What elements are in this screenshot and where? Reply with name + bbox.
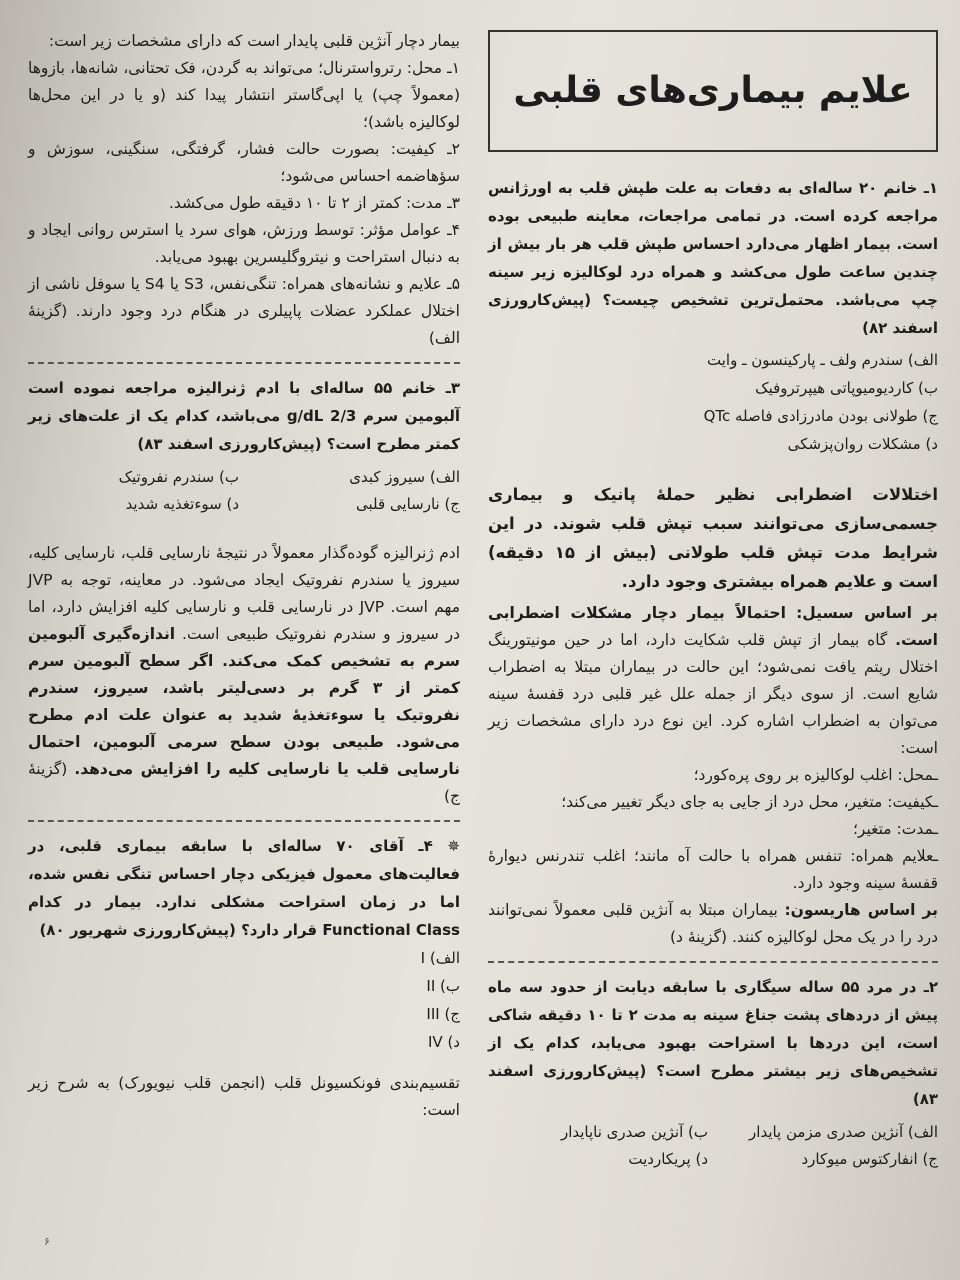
features-list <box>488 762 938 897</box>
option-d: د) مشکلات روان‌پزشکی <box>787 435 938 453</box>
harrison-label: بر اساس هاریسون: <box>784 901 938 919</box>
divider <box>28 820 460 822</box>
option-b: ب) سندرم نفروتیک <box>118 468 239 486</box>
question-3-stem: ۳ـ خانم ۵۵ ساله‌ای با ادم ژنرالیزه مراجعه نموده است آلبومین سرم 2/3 g/dL می‌باشد، کدام یک از علت‌های زیر کمتر مطرح است؟ (پیش‌کارورزی اسفند ۸۳) <box>28 379 461 453</box>
answer-2-intro: بیمار دچار آنژین قلبی پایدار است که دارای مشخصات زیر است: <box>48 32 460 50</box>
right-column <box>488 22 938 1173</box>
question-1-stem: ۱ـ خانم ۲۰ ساله‌ای به دفعات به علت طپش قلب به اورژانس مراجعه کرده است. در تمامی مراجعات، معاینه طبیعی بوده است. بیمار اظهار می‌دارد احساس طپش قلب هر بار بیش از چندین ساعت طول می‌کشد و همراه درد لوکالیزه زیر سینه چپ می‌باشد. محتمل‌ترین تشخیص چیست؟ (پیش‌کارورزی اسفند ۸۲) <box>488 179 938 337</box>
feature-item: ـمحل: اغلب لوکالیزه بر روی پره‌کورد؛ <box>693 766 938 784</box>
option-a: الف) سیروز کبدی <box>349 468 460 486</box>
option-c: ج) III <box>426 1005 460 1023</box>
cecil-label: بر اساس سسیل: <box>796 604 938 622</box>
feature-item: ـکیفیت: متغیر، محل درد از جایی به جای دیگر تغییر می‌کند؛ <box>561 793 938 811</box>
option-d: د) پریکاردیت <box>628 1150 708 1168</box>
chapter-title: علایم بیماری‌های قلبی <box>488 30 938 152</box>
harrison-text: بیماران مبتلا به آنژین قلبی معمولاً نمی‌توانند درد را در یک محل لوکالیزه کنند. (گزینهٔ د) <box>488 901 938 946</box>
question-4-text: ۴ـ آقای ۷۰ ساله‌ای با سابقه بیماری قلبی، در فعالیت‌های معمول فیزیکی دچار احساس تنگی نفس شده، اما در زمان استراحت مشکلی ندارد. بیمار در کدام Functional Class قرار دارد؟ (پیش‌کارورزی شهریور ۸۰) <box>28 837 460 939</box>
option-a: الف) I <box>420 949 460 967</box>
answer-4-text: تقسیم‌بندی فونکسیونل قلب (انجمن قلب نیویورک) به شرح زیر است: <box>28 1074 460 1119</box>
option-a: الف) آنژین صدری مزمن پایدار <box>749 1123 938 1141</box>
page-number: ۶ <box>44 1235 50 1248</box>
option-b: ب) II <box>426 977 460 995</box>
answer-1-cecil <box>488 600 938 762</box>
cecil-text: گاه بیمار از تپش قلب شکایت دارد، اما در حین مونیتورینگ اختلال ریتم یافت نمی‌شود؛ این حالت در بیماران مبتلا به اضطراب شایع است. از سوی دیگر از جمله علل غیر قلبی درد قفسهٔ سینه می‌توان به اضطراب اشاره کرد. این نوع درد دارای مشخصات زیر است: <box>488 631 938 757</box>
angina-item: ۴ـ عوامل مؤثر: توسط ورزش، هوای سرد یا استرس روانی ایجاد و به دنبال استراحت و نیتروگلیسرین بهبود می‌یابد. <box>28 221 460 266</box>
feature-item: ـمدت: متغیر؛ <box>853 820 938 838</box>
question-4-stem <box>28 832 460 944</box>
answer-3-end: (گزینهٔ ج) <box>28 760 460 805</box>
option-b: ب) کاردیومیوپاتی هیپرتروفیک <box>755 379 938 397</box>
option-c: ج) انفارکتوس میوکارد <box>801 1150 938 1168</box>
option-b: ب) آنژین صدری ناپایدار <box>560 1123 708 1141</box>
divider <box>488 961 938 963</box>
divider <box>28 362 460 364</box>
answer-1-summary: اختلالات اضطرابی نظیر حملهٔ پانیک و بیماری جسمی‌سازی می‌توانند سبب تپش قلب شوند. در این شرایط مدت تپش قلب طولانی (بیش از ۱۵ دقیقه) است و علایم همراه بیشتری وجود دارد. <box>488 485 938 591</box>
option-d: د) سوءتغذیه شدید <box>125 495 239 513</box>
answer-1-harrison <box>488 897 938 951</box>
question-2-stem: ۲ـ در مرد ۵۵ ساله سیگاری با سابقه دیابت از حدود سه ماه پیش از دردهای پشت جناغ سینه به مدت ۲ تا ۱۰ دقیقه شاکی است، این دردها با استراحت بهبود می‌یابد، کدام یک از تشخیص‌های زیر بیشتر مطرح است؟ (پیش‌کارورزی اسفند ۸۳) <box>488 978 938 1108</box>
answer-3 <box>28 540 460 810</box>
angina-item: ۵ـ علایم و نشانه‌های همراه: تنگی‌نفس، S3 یا S4 یا سوفل ناشی از اختلال عملکرد عضلات پاپیلری در هنگام درد وجود دارند. (گزینهٔ الف) <box>28 275 461 347</box>
feature-item: ـعلایم همراه: تنفس همراه با حالت آه مانند؛ اغلب تندرنس دیوارهٔ قفسهٔ سینه وجود دارد. <box>488 847 938 892</box>
option-c: ج) نارسایی قلبی <box>355 495 460 513</box>
cecil-bold: احتمالاً بیمار دچار مشکلات اضطرابی است. <box>488 604 938 649</box>
option-c: ج) طولانی بودن مادرزادی فاصله QTc <box>703 407 938 425</box>
angina-item: ۱ـ محل: رترواسترنال؛ می‌تواند به گردن، فک تحتانی، شانه‌ها، بازوها (معمولاً چپ) یا اپی‌گاستر انتشار پیدا کند (و یا در این محل‌ها لوکالیزه باشد)؛ <box>28 59 460 131</box>
answer-3-bold: اندازه‌گیری آلبومین سرم به تشخیص کمک می‌کند. اگر سطح آلبومین سرم کمتر از ۳ گرم بر دسی‌لیتر باشد، سیروز، سندرم نفروتیک یا سوءتغذیهٔ شدید به عنوان علت ادم مطرح می‌شود. طبیعی بودن سطح سرمی آلبومین، احتمال نارسایی قلب یا نارسایی کلیه را افزایش می‌دهد. <box>28 625 461 778</box>
answer-3-text: ادم ژنرالیزه گوده‌گذار معمولاً در نتیجهٔ نارسایی قلب، نارسایی کلیه، سیروز یا سندرم نفروتیک ایجاد می‌شود. در معاینه، توجه به JVP مهم است. JVP در نارسایی قلب و نارسایی کلیه افزایش دارد، اما در سیروز و سندرم نفروتیک طبیعی است. <box>28 544 461 643</box>
question-2-options <box>488 1119 938 1173</box>
option-d: د) IV <box>428 1033 460 1051</box>
question-4-options <box>28 944 460 1056</box>
angina-item: ۳ـ مدت: کمتر از ۲ تا ۱۰ دقیقه طول می‌کشد. <box>168 194 460 212</box>
angina-features <box>28 55 460 352</box>
question-1-options <box>488 346 938 458</box>
question-3-options <box>28 464 460 518</box>
star-icon: ✵ <box>447 837 460 855</box>
option-a: الف) سندرم ولف ـ پارکینسون ـ وایت <box>707 351 938 369</box>
angina-item: ۲ـ کیفیت: بصورت حالت فشار، گرفتگی، سنگینی، سوزش و سؤهاضمه احساس می‌شود؛ <box>28 140 460 185</box>
left-column <box>28 28 460 1124</box>
